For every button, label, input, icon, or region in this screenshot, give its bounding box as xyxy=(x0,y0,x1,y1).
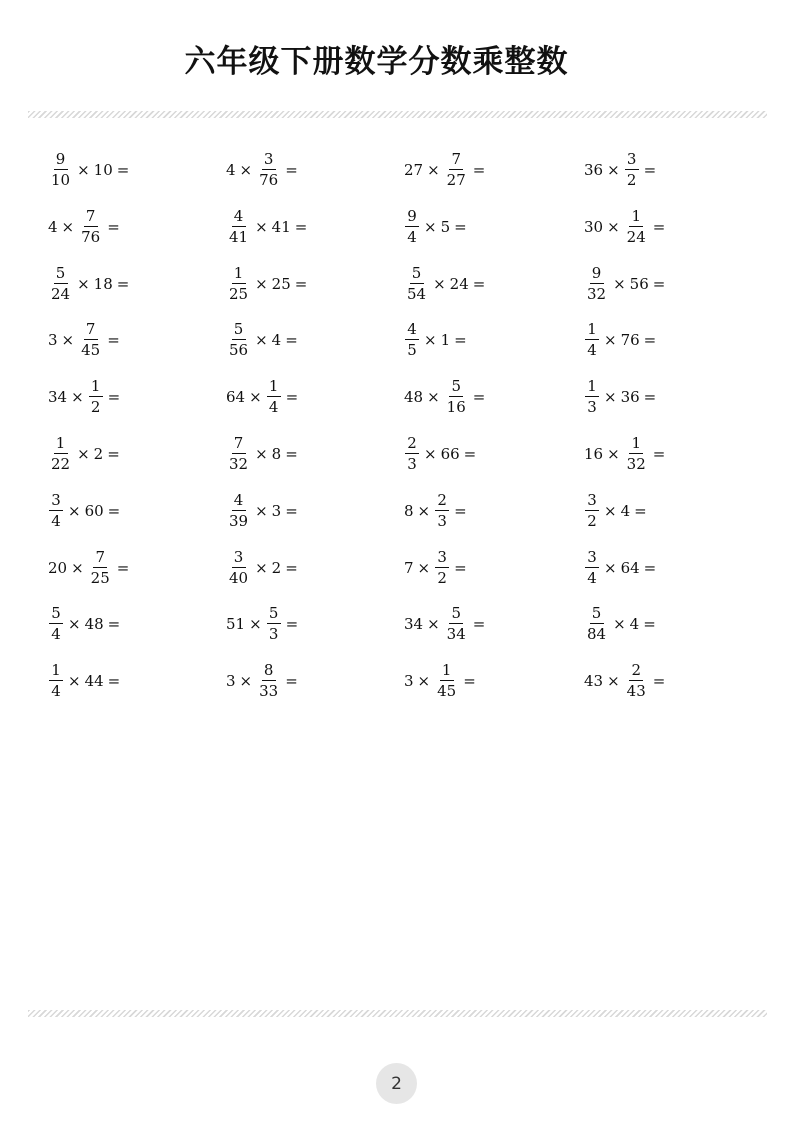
equals-sign: = xyxy=(285,672,298,691)
equals-sign: = xyxy=(643,558,657,577)
fraction xyxy=(405,433,419,473)
integer-operand: 41 xyxy=(271,217,291,236)
fraction xyxy=(625,433,648,473)
problem-item xyxy=(403,256,583,312)
problem-item xyxy=(225,369,403,425)
times-sign: × xyxy=(77,161,90,179)
times-sign: × xyxy=(424,331,437,350)
fraction-numerator: 2 xyxy=(629,663,643,681)
fraction xyxy=(445,379,468,415)
fraction xyxy=(585,547,599,587)
fraction xyxy=(227,206,250,246)
equals-sign: = xyxy=(454,501,467,520)
equals-sign: = xyxy=(116,558,130,577)
fraction-numerator: 7 xyxy=(232,436,246,454)
times-sign: × xyxy=(255,501,268,520)
fraction xyxy=(49,490,63,530)
equals-sign: = xyxy=(116,161,130,179)
fraction-denominator: 16 xyxy=(446,398,466,417)
problem-grid xyxy=(47,142,767,710)
equals-sign: = xyxy=(454,217,467,236)
fraction-denominator: 2 xyxy=(626,171,637,189)
fraction-numerator: 3 xyxy=(262,152,276,170)
fraction-numerator: 5 xyxy=(449,379,463,397)
equals-sign: = xyxy=(652,217,666,236)
integer-operand: 4 xyxy=(226,161,236,179)
times-sign: × xyxy=(607,217,620,236)
fraction xyxy=(585,322,599,358)
equals-sign: = xyxy=(634,501,647,520)
fraction-denominator: 45 xyxy=(81,341,101,360)
equals-sign: = xyxy=(472,388,486,407)
fraction xyxy=(435,490,449,530)
equals-sign: = xyxy=(472,274,486,293)
integer-operand: 64 xyxy=(620,558,640,577)
fraction-denominator: 84 xyxy=(587,625,607,644)
fraction-numerator: 3 xyxy=(232,550,246,568)
fraction-numerator: 3 xyxy=(585,550,599,568)
fraction-denominator: 2 xyxy=(587,511,597,530)
fraction-denominator: 56 xyxy=(229,341,249,360)
problem-item xyxy=(47,483,225,539)
times-sign: × xyxy=(239,161,253,179)
integer-operand: 25 xyxy=(271,274,291,293)
integer-operand: 8 xyxy=(404,501,414,520)
fraction xyxy=(227,263,250,303)
fraction-numerator: 2 xyxy=(405,436,419,454)
integer-operand: 30 xyxy=(584,217,604,236)
integer-operand: 18 xyxy=(93,274,113,293)
fraction-numerator: 5 xyxy=(49,606,63,624)
times-sign: × xyxy=(424,444,437,463)
equals-sign: = xyxy=(472,161,486,179)
fraction-denominator: 4 xyxy=(587,341,597,360)
fraction xyxy=(445,152,468,188)
fraction xyxy=(257,663,280,699)
integer-operand: 76 xyxy=(620,331,640,350)
integer-operand: 5 xyxy=(440,217,451,236)
problem-item xyxy=(403,483,583,539)
fraction-denominator: 3 xyxy=(407,454,417,473)
fraction xyxy=(89,547,112,587)
fraction-denominator: 54 xyxy=(407,284,427,303)
fraction-denominator: 4 xyxy=(51,511,61,530)
fraction xyxy=(79,322,102,358)
problem-item xyxy=(225,256,403,312)
problem-item xyxy=(225,426,403,482)
integer-operand: 51 xyxy=(226,615,246,634)
times-sign: × xyxy=(249,388,262,407)
fraction-denominator: 25 xyxy=(90,568,110,587)
fraction-numerator: 5 xyxy=(267,606,281,624)
problem-item xyxy=(403,540,583,596)
fraction-numerator: 1 xyxy=(585,379,599,397)
fraction-numerator: 5 xyxy=(410,266,424,284)
times-sign: × xyxy=(61,217,75,236)
integer-operand: 44 xyxy=(84,672,104,691)
fraction xyxy=(585,379,599,415)
integer-operand: 36 xyxy=(620,388,640,407)
times-sign: × xyxy=(68,615,81,634)
fraction-numerator: 1 xyxy=(89,379,103,397)
equals-sign: = xyxy=(285,615,299,634)
problem-item xyxy=(583,142,763,198)
problem-item xyxy=(225,653,403,709)
problem-item xyxy=(583,653,763,709)
problem-item xyxy=(47,540,225,596)
fraction xyxy=(227,433,250,473)
fraction-denominator: 76 xyxy=(81,227,101,246)
fraction xyxy=(625,206,648,246)
fraction xyxy=(585,606,608,642)
times-sign: × xyxy=(604,388,617,407)
problem-item xyxy=(583,199,763,255)
integer-operand: 3 xyxy=(271,501,282,520)
times-sign: × xyxy=(255,558,268,577)
fraction xyxy=(267,379,281,415)
equals-sign: = xyxy=(285,501,298,520)
times-sign: × xyxy=(613,615,626,634)
fraction xyxy=(405,206,419,246)
equals-sign: = xyxy=(643,161,657,179)
fraction xyxy=(79,206,102,246)
integer-operand: 8 xyxy=(271,444,282,463)
equals-sign: = xyxy=(643,615,656,634)
fraction-numerator: 9 xyxy=(54,152,68,170)
problem-item xyxy=(225,199,403,255)
times-sign: × xyxy=(427,161,440,179)
fraction-denominator: 41 xyxy=(229,227,249,246)
times-sign: × xyxy=(604,331,617,350)
times-sign: × xyxy=(433,274,446,293)
integer-operand: 7 xyxy=(404,558,414,577)
times-sign: × xyxy=(68,501,81,520)
equals-sign: = xyxy=(652,672,666,691)
fraction-denominator: 43 xyxy=(626,682,646,701)
times-sign: × xyxy=(239,672,253,691)
times-sign: × xyxy=(68,672,81,691)
fraction-numerator: 1 xyxy=(232,266,246,284)
integer-operand: 3 xyxy=(226,672,236,691)
problem-item xyxy=(583,426,763,482)
integer-operand: 48 xyxy=(404,388,424,407)
fraction-denominator: 24 xyxy=(626,227,646,246)
fraction-numerator: 1 xyxy=(629,436,643,454)
integer-operand: 43 xyxy=(584,672,604,691)
times-sign: × xyxy=(607,672,620,691)
fraction xyxy=(49,606,63,642)
integer-operand: 4 xyxy=(629,615,640,634)
equals-sign: = xyxy=(652,444,666,463)
equals-sign: = xyxy=(463,444,477,463)
fraction-numerator: 4 xyxy=(405,322,419,340)
times-sign: × xyxy=(607,161,620,179)
times-sign: × xyxy=(417,501,431,520)
fraction xyxy=(585,263,608,303)
fraction-denominator: 27 xyxy=(446,171,466,189)
equals-sign: = xyxy=(285,558,298,577)
times-sign: × xyxy=(607,444,620,463)
fraction xyxy=(49,433,72,473)
page-title: 六年级下册数学分数乘整数 xyxy=(184,44,569,80)
equals-sign: = xyxy=(107,672,121,691)
problem-item xyxy=(403,426,583,482)
equals-sign: = xyxy=(285,161,298,179)
problem-item xyxy=(583,540,763,596)
fraction-denominator: 76 xyxy=(259,171,279,189)
integer-operand: 4 xyxy=(271,331,282,350)
times-sign: × xyxy=(255,444,268,463)
fraction-denominator: 3 xyxy=(587,398,597,417)
fraction-denominator: 22 xyxy=(51,454,71,473)
problem-item xyxy=(47,312,225,368)
fraction xyxy=(227,322,250,358)
equals-sign: = xyxy=(454,331,467,350)
equals-sign: = xyxy=(285,331,298,350)
times-sign: × xyxy=(427,615,440,634)
fraction xyxy=(625,152,639,188)
integer-operand: 16 xyxy=(584,444,604,463)
fraction xyxy=(585,490,599,530)
problem-item xyxy=(583,596,763,652)
integer-operand: 2 xyxy=(271,558,282,577)
integer-operand: 36 xyxy=(584,161,604,179)
problem-item xyxy=(225,596,403,652)
fraction-denominator: 33 xyxy=(259,682,279,701)
integer-operand: 27 xyxy=(404,161,424,179)
fraction-numerator: 7 xyxy=(84,209,98,227)
fraction-numerator: 5 xyxy=(54,266,68,284)
times-sign: × xyxy=(255,274,268,293)
fraction-numerator: 5 xyxy=(232,322,246,340)
problem-item xyxy=(225,483,403,539)
times-sign: × xyxy=(71,558,84,577)
equals-sign: = xyxy=(643,388,657,407)
fraction-denominator: 4 xyxy=(268,398,279,417)
problem-item xyxy=(583,369,763,425)
problem-item xyxy=(47,596,225,652)
times-sign: × xyxy=(249,615,262,634)
problem-item xyxy=(47,369,225,425)
fraction xyxy=(227,490,250,530)
fraction-denominator: 4 xyxy=(51,682,61,701)
integer-operand: 34 xyxy=(48,388,68,407)
bottom-divider xyxy=(28,1010,767,1017)
problem-item xyxy=(583,312,763,368)
integer-operand: 24 xyxy=(449,274,469,293)
integer-operand: 3 xyxy=(404,672,414,691)
fraction-denominator: 32 xyxy=(587,284,607,303)
equals-sign: = xyxy=(116,274,130,293)
fraction xyxy=(49,263,72,303)
fraction xyxy=(625,663,648,699)
fraction-denominator: 34 xyxy=(446,625,466,644)
times-sign: × xyxy=(77,444,90,463)
fraction-numerator: 1 xyxy=(629,209,643,227)
fraction xyxy=(435,547,449,587)
problem-item xyxy=(403,142,583,198)
integer-operand: 4 xyxy=(48,217,58,236)
times-sign: × xyxy=(61,331,75,350)
times-sign: × xyxy=(255,217,268,236)
problem-item xyxy=(47,256,225,312)
fraction-numerator: 3 xyxy=(49,493,63,511)
fraction xyxy=(445,606,468,642)
problem-item xyxy=(403,199,583,255)
equals-sign: = xyxy=(285,388,299,407)
times-sign: × xyxy=(427,388,440,407)
fraction-denominator: 4 xyxy=(51,625,61,644)
integer-operand: 56 xyxy=(629,274,649,293)
integer-operand: 20 xyxy=(48,558,68,577)
times-sign: × xyxy=(417,558,431,577)
fraction-denominator: 2 xyxy=(437,568,447,587)
times-sign: × xyxy=(417,672,431,691)
fraction-numerator: 7 xyxy=(449,152,463,170)
fraction-denominator: 45 xyxy=(437,682,457,701)
fraction xyxy=(89,379,103,415)
fraction-denominator: 10 xyxy=(51,171,71,189)
top-divider xyxy=(28,111,767,118)
problem-item xyxy=(225,312,403,368)
fraction xyxy=(405,322,419,358)
fraction-numerator: 3 xyxy=(625,152,639,170)
integer-operand: 48 xyxy=(84,615,104,634)
fraction-numerator: 1 xyxy=(54,436,68,454)
equals-sign: = xyxy=(285,444,298,463)
fraction-denominator: 4 xyxy=(407,227,417,246)
fraction-denominator: 25 xyxy=(229,284,249,303)
equals-sign: = xyxy=(107,444,120,463)
equals-sign: = xyxy=(294,274,308,293)
integer-operand: 64 xyxy=(226,388,246,407)
fraction-numerator: 9 xyxy=(590,266,604,284)
problem-item xyxy=(47,142,225,198)
equals-sign: = xyxy=(454,558,467,577)
problem-item xyxy=(583,483,763,539)
fraction xyxy=(49,663,63,699)
problem-item xyxy=(225,540,403,596)
integer-operand: 66 xyxy=(440,444,460,463)
problem-item xyxy=(225,142,403,198)
fraction xyxy=(435,663,458,699)
page-number: 2 xyxy=(376,1063,417,1104)
times-sign: × xyxy=(613,274,626,293)
problem-item xyxy=(583,256,763,312)
fraction-numerator: 5 xyxy=(590,606,604,624)
problem-item xyxy=(403,596,583,652)
fraction-denominator: 39 xyxy=(229,511,249,530)
equals-sign: = xyxy=(294,217,308,236)
problem-item xyxy=(403,653,583,709)
fraction xyxy=(267,606,281,642)
times-sign: × xyxy=(604,501,617,520)
fraction-denominator: 2 xyxy=(90,398,101,417)
fraction-numerator: 5 xyxy=(449,606,463,624)
fraction-denominator: 32 xyxy=(229,454,249,473)
fraction xyxy=(227,547,250,587)
fraction-denominator: 4 xyxy=(587,568,597,587)
times-sign: × xyxy=(424,217,437,236)
fraction-numerator: 7 xyxy=(84,322,98,340)
integer-operand: 3 xyxy=(48,331,58,350)
fraction-denominator: 32 xyxy=(626,454,646,473)
integer-operand: 34 xyxy=(404,615,424,634)
fraction-numerator: 4 xyxy=(232,493,246,511)
fraction-denominator: 5 xyxy=(407,341,417,360)
fraction-numerator: 2 xyxy=(435,493,449,511)
fraction-numerator: 1 xyxy=(49,663,63,681)
problem-item xyxy=(47,426,225,482)
equals-sign: = xyxy=(107,501,121,520)
fraction-denominator: 3 xyxy=(437,511,447,530)
integer-operand: 60 xyxy=(84,501,104,520)
times-sign: × xyxy=(604,558,617,577)
fraction-numerator: 1 xyxy=(440,663,454,681)
fraction-numerator: 8 xyxy=(262,663,276,681)
integer-operand: 10 xyxy=(93,161,113,179)
fraction-numerator: 1 xyxy=(267,379,281,397)
problem-item xyxy=(47,653,225,709)
fraction-denominator: 40 xyxy=(229,568,249,587)
equals-sign: = xyxy=(463,672,476,691)
equals-sign: = xyxy=(107,331,120,350)
problem-item xyxy=(47,199,225,255)
times-sign: × xyxy=(71,388,84,407)
fraction-numerator: 4 xyxy=(232,209,246,227)
times-sign: × xyxy=(255,331,268,350)
equals-sign: = xyxy=(107,615,121,634)
fraction-numerator: 3 xyxy=(585,493,599,511)
integer-operand: 4 xyxy=(620,501,631,520)
times-sign: × xyxy=(77,274,90,293)
fraction-numerator: 3 xyxy=(435,550,449,568)
equals-sign: = xyxy=(472,615,486,634)
fraction-numerator: 1 xyxy=(585,322,599,340)
integer-operand: 1 xyxy=(440,331,451,350)
problem-item xyxy=(403,369,583,425)
fraction xyxy=(257,152,280,188)
equals-sign: = xyxy=(643,331,657,350)
equals-sign: = xyxy=(107,217,120,236)
fraction-numerator: 9 xyxy=(405,209,419,227)
fraction-denominator: 24 xyxy=(51,284,71,303)
problem-item xyxy=(403,312,583,368)
fraction xyxy=(49,152,72,188)
fraction-numerator: 7 xyxy=(93,550,107,568)
equals-sign: = xyxy=(107,388,121,407)
fraction xyxy=(405,263,428,303)
equals-sign: = xyxy=(652,274,666,293)
fraction-denominator: 3 xyxy=(268,625,279,644)
integer-operand: 2 xyxy=(93,444,104,463)
